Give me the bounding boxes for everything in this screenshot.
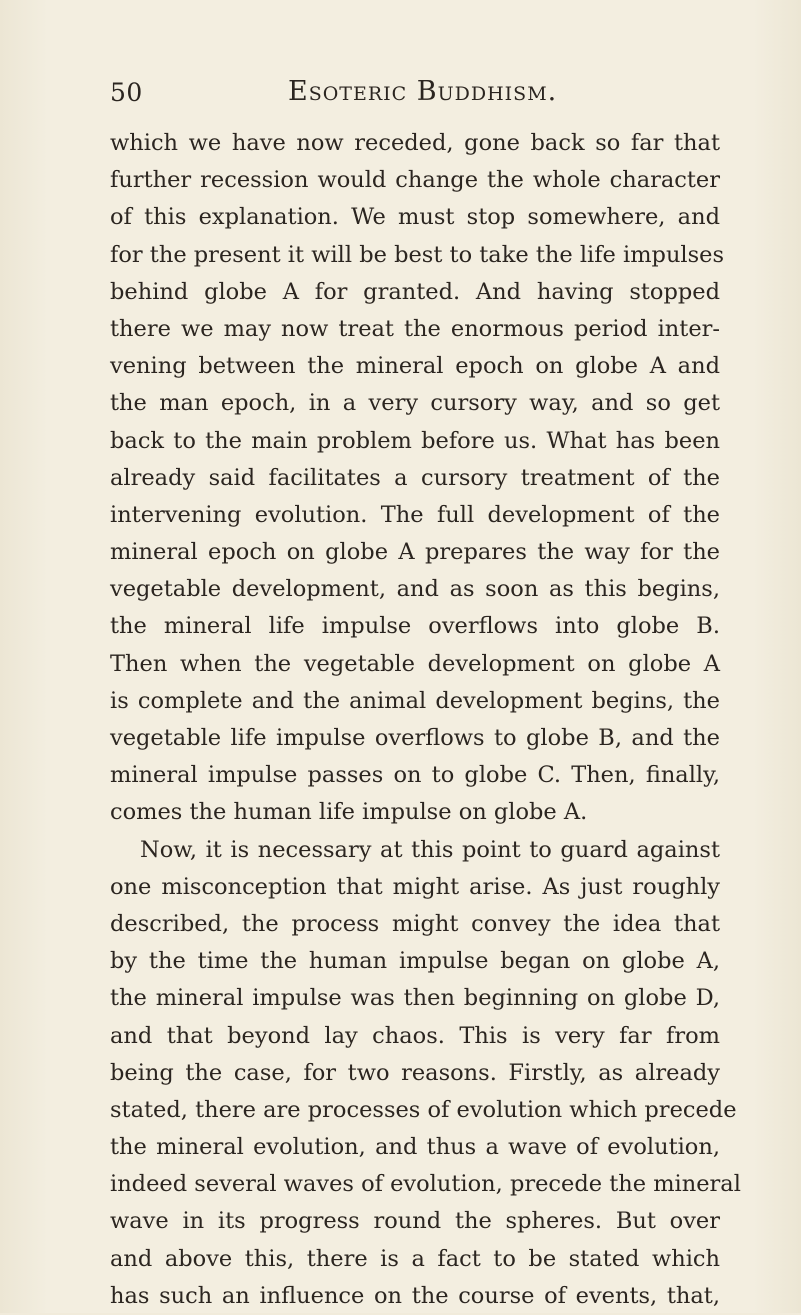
page-number: 50: [110, 78, 143, 107]
text-line: Then when the vegetable development on globe A: [110, 650, 720, 677]
text-line: mineral impulse passes on to globe C. Then, finally,: [110, 762, 720, 789]
text-line: wave in its progress round the spheres. But over: [110, 1208, 720, 1235]
text-line: is complete and the animal development begins, the: [110, 687, 720, 714]
text-line: described, the process might convey the idea that: [110, 910, 720, 937]
text-line: behind globe A for granted. And having stopped: [110, 278, 720, 305]
text-line: of this explanation. We must stop somewhere, and: [110, 204, 720, 231]
text-line: the mineral life impulse overflows into globe B.: [110, 613, 720, 640]
text-line: vegetable development, and as soon as this begins,: [110, 576, 720, 603]
text-line: comes the human life impulse on globe A.: [110, 799, 588, 826]
text-line: the mineral evolution, and thus a wave of evolution,: [110, 1134, 720, 1161]
text-line: one misconception that might arise. As just roughly: [110, 873, 720, 900]
body-text: [110, 125, 741, 1315]
running-head: Esoteric Buddhism.: [288, 76, 558, 107]
text-line: and that beyond lay chaos. This is very far from: [110, 1022, 720, 1049]
text-line: further recession would change the whole character: [110, 167, 720, 194]
text-line: Now, it is necessary at this point to guard against: [140, 836, 720, 863]
page-header: [110, 76, 710, 112]
text-line: already said facilitates a cursory treatment of the: [110, 464, 720, 491]
text-line: indeed several waves of evolution, precede the mineral: [110, 1171, 741, 1198]
text-line: being the case, for two reasons. Firstly, as already: [110, 1059, 720, 1086]
text-line: by the time the human impulse began on globe A,: [110, 948, 720, 975]
text-line: for the present it will be best to take the life impulses: [110, 241, 725, 268]
text-line: mineral epoch on globe A prepares the way for the: [110, 539, 720, 566]
text-line: vening between the mineral epoch on globe A and: [110, 353, 720, 380]
text-line: the mineral impulse was then beginning on globe D,: [110, 985, 720, 1012]
text-line: vegetable life impulse overflows to globe B, and the: [110, 725, 720, 751]
text-line: intervening evolution. The full development of the: [110, 501, 720, 528]
text-line: and above this, there is a fact to be stated which: [110, 1245, 720, 1272]
text-line: the man epoch, in a very cursory way, and so get: [110, 390, 720, 417]
text-line: back to the main problem before us. What has been: [110, 427, 720, 454]
text-line: there we may now treat the enormous period inter-: [110, 315, 720, 342]
text-line: has such an influence on the course of events, that,: [110, 1282, 720, 1309]
text-line: stated, there are processes of evolution which precede: [110, 1096, 737, 1123]
text-line: which we have now receded, gone back so far that: [110, 130, 720, 156]
